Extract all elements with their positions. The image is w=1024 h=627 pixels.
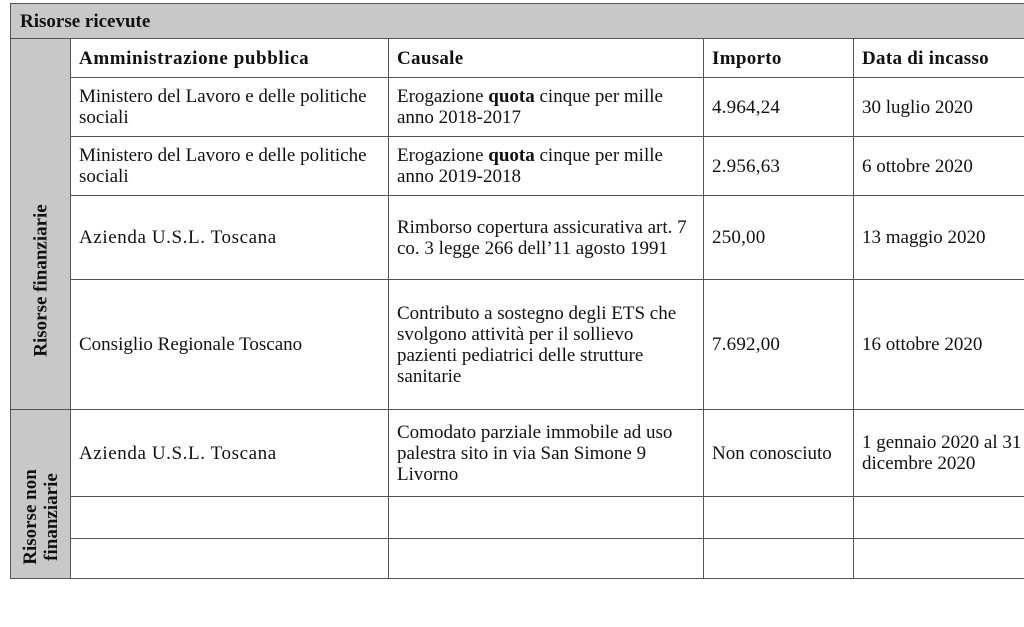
- cell-admin: Consiglio Regionale Toscano: [71, 280, 389, 410]
- cell-empty: [854, 497, 1024, 539]
- header-causale: Causale: [389, 39, 704, 78]
- causale-text-pre: Erogazione: [397, 145, 489, 166]
- cell-causale: [389, 137, 704, 196]
- table-row: [11, 78, 1024, 137]
- resources-table: [10, 3, 1024, 579]
- cell-empty: [389, 497, 704, 539]
- side-cell-non-financial: [11, 410, 71, 579]
- header-data: Data di incasso: [854, 39, 1024, 78]
- side-label-non-financial: Risorse non finanziarie: [19, 469, 62, 565]
- cell-data: 1 gennaio 2020 al 31 dicembre 2020: [854, 410, 1024, 497]
- table-row: [11, 196, 1024, 280]
- cell-importo: 4.964,24: [704, 78, 854, 137]
- cell-admin: Ministero del Lavoro e delle politiche sociali: [71, 137, 389, 196]
- cell-importo: 2.956,63: [704, 137, 854, 196]
- cell-data: 6 ottobre 2020: [854, 137, 1024, 196]
- header-row: [11, 39, 1024, 78]
- cell-importo: 250,00: [704, 196, 854, 280]
- side-label-financial: Risorse finanziarie: [30, 204, 51, 357]
- cell-causale: Rimborso copertura assicurativa art. 7 co. 3 legge 266 dell’11 agosto 1991: [389, 196, 704, 280]
- cell-causale: Contributo a sostegno degli ETS che svolgono attività per il sollievo pazienti pediatrici delle strutture sanitarie: [389, 280, 704, 410]
- causale-text-post: cinque per mille anno 2018-2017: [397, 86, 663, 128]
- cell-empty: [854, 539, 1024, 579]
- cell-data: 13 maggio 2020: [854, 196, 1024, 280]
- table-row: [11, 410, 1024, 497]
- side-cell-financial: [11, 39, 71, 410]
- cell-admin: Azienda U.S.L. Toscana: [71, 410, 389, 497]
- causale-text-pre: Erogazione: [397, 86, 489, 107]
- causale-text-bold: quota: [488, 145, 535, 166]
- table-row: [11, 137, 1024, 196]
- cell-empty: [389, 539, 704, 579]
- table-row-empty: [11, 497, 1024, 539]
- header-admin: Amministrazione pubblica: [71, 39, 389, 78]
- cell-causale: [389, 78, 704, 137]
- title-row: [11, 4, 1024, 39]
- causale-text-bold: quota: [488, 86, 535, 107]
- table-row-empty: [11, 539, 1024, 579]
- cell-importo: 7.692,00: [704, 280, 854, 410]
- cell-data: 16 ottobre 2020: [854, 280, 1024, 410]
- header-importo: Importo: [704, 39, 854, 78]
- cell-data: 30 luglio 2020: [854, 78, 1024, 137]
- cell-causale: Comodato parziale immobile ad uso palestra sito in via San Simone 9 Livorno: [389, 410, 704, 497]
- cell-importo: Non conosciuto: [704, 410, 854, 497]
- table-row: [11, 280, 1024, 410]
- table-title: Risorse ricevute: [11, 4, 1024, 39]
- cell-admin: Ministero del Lavoro e delle politiche sociali: [71, 78, 389, 137]
- cell-empty: [71, 497, 389, 539]
- causale-text-post: cinque per mille anno 2019-2018: [397, 145, 663, 187]
- cell-empty: [704, 539, 854, 579]
- cell-empty: [704, 497, 854, 539]
- cell-admin: Azienda U.S.L. Toscana: [71, 196, 389, 280]
- cell-empty: [71, 539, 389, 579]
